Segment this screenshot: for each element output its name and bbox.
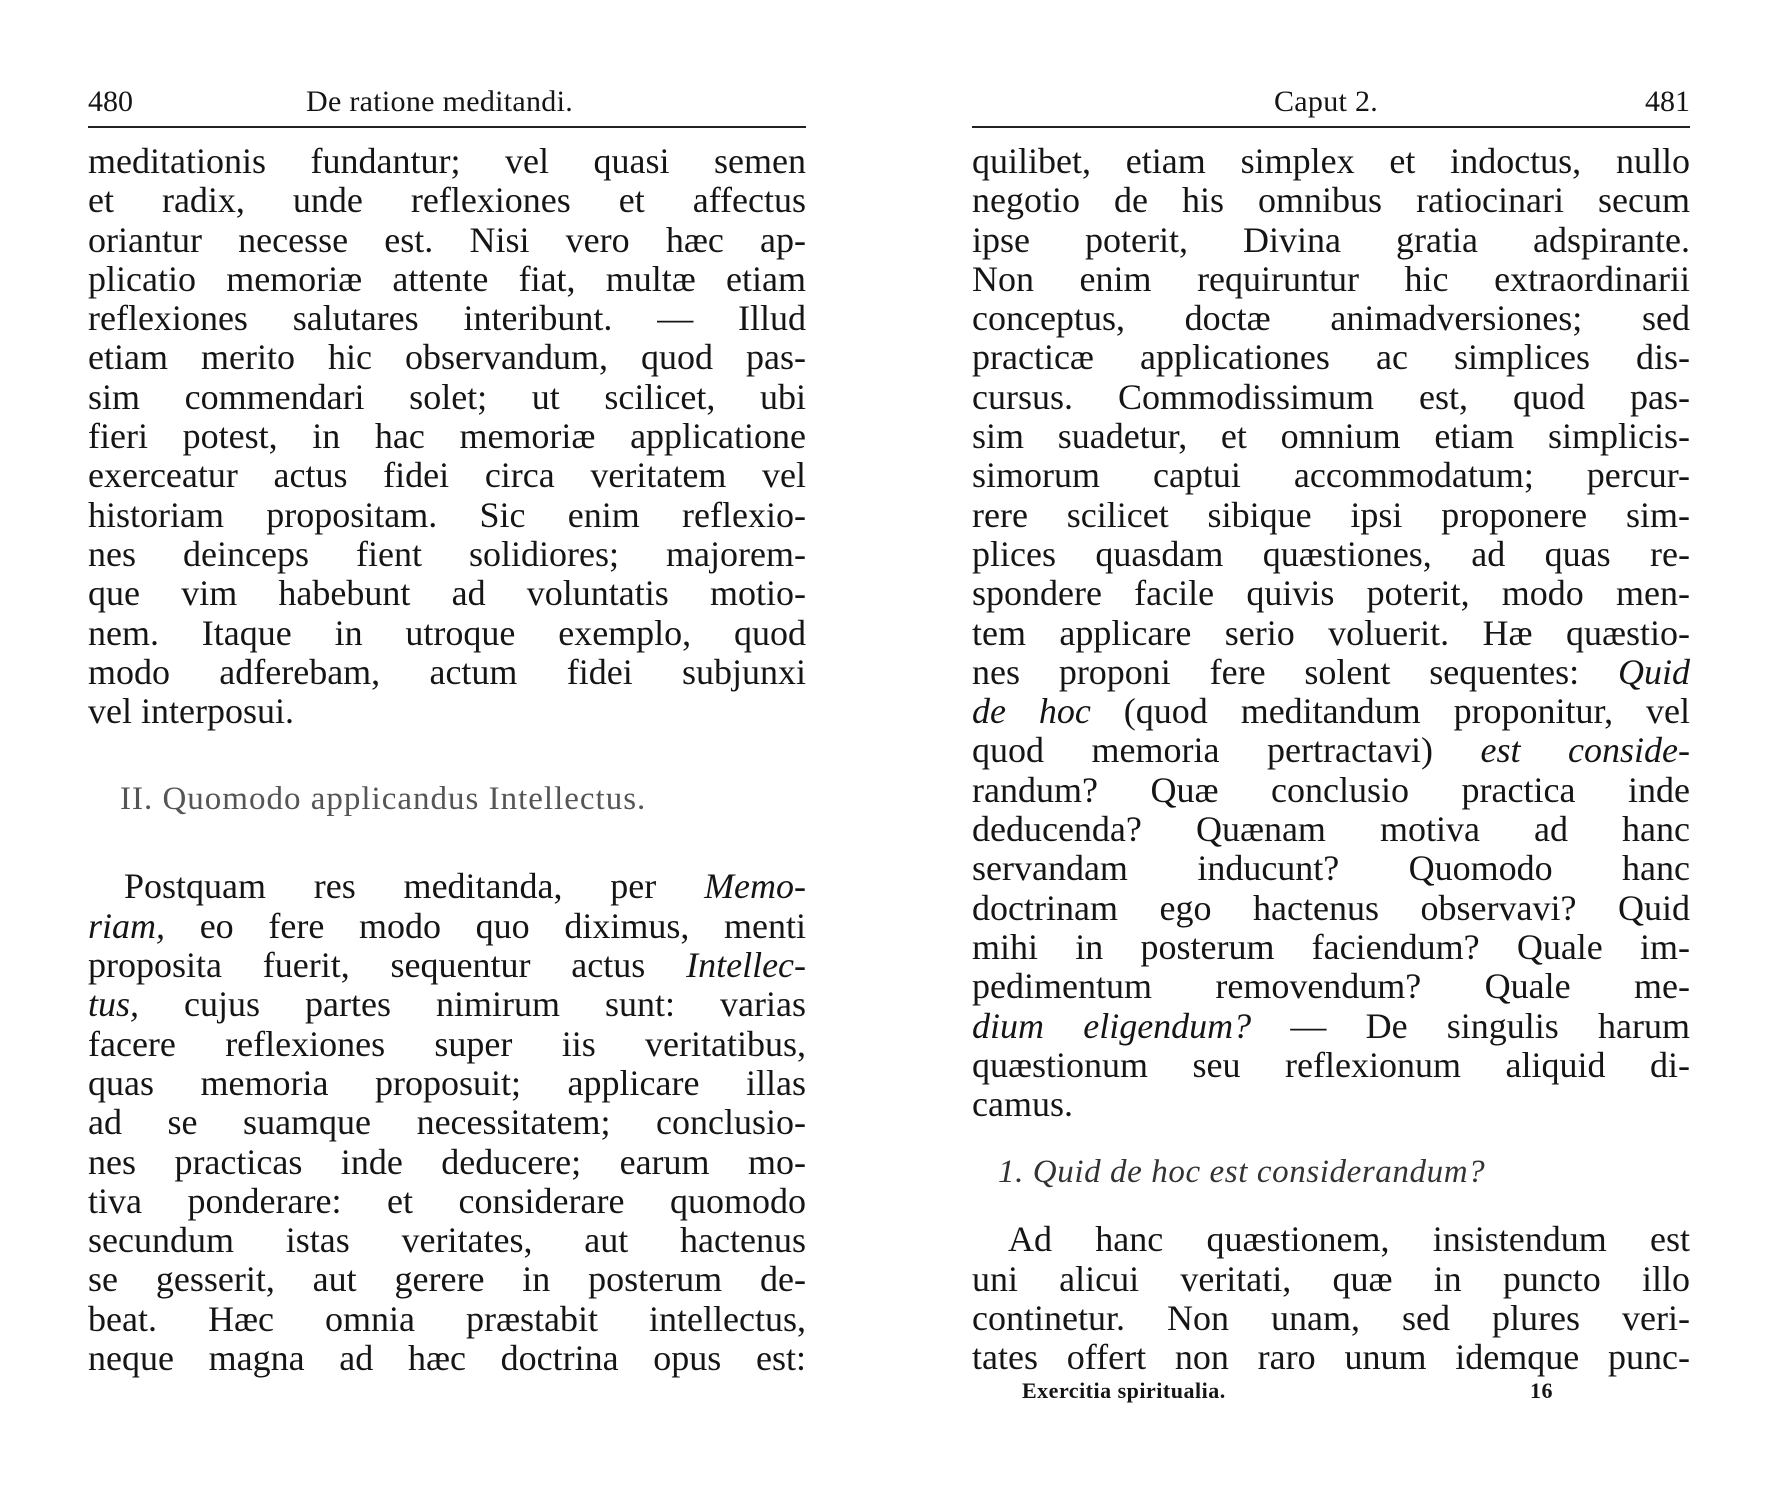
text-line: quod memoria pertractavi) est conside- <box>972 730 1690 771</box>
text-line: de hoc (quod meditandum proponitur, vel <box>972 691 1690 732</box>
page-footer <box>1022 1378 1690 1404</box>
page-number: 480 <box>88 85 133 118</box>
text-line: quilibet, etiam simplex et indoctus, nullo <box>972 141 1690 181</box>
page-body <box>88 142 806 1378</box>
section-heading: 1. Quid de hoc est considerandum? <box>998 1154 1486 1191</box>
text-line: tates offert non raro unum idemque punc- <box>972 1337 1690 1378</box>
text-line: nes practicas inde deducere; earum mo- <box>88 1141 806 1182</box>
text-line: quæstionum seu reflexionum aliquid di- <box>972 1044 1690 1085</box>
text-line: nes deinceps fient solidiores; majorem- <box>88 533 806 574</box>
text-line: continetur. Non unam, sed plures veri- <box>972 1298 1690 1339</box>
text-line: et radix, unde reflexiones et affectus <box>88 180 806 221</box>
text-line: ad se suamque necessitatem; conclusio- <box>88 1102 806 1143</box>
header-rule <box>972 126 1690 128</box>
text-line: sim suadetur, et omnium etiam simplicis- <box>972 416 1690 457</box>
text-line: reflexiones salutares interibunt. — Illud <box>88 298 806 339</box>
text-line: cursus. Commodissimum est, quod pas- <box>972 376 1690 417</box>
signature-mark: 16 <box>1530 1378 1553 1403</box>
text-line: oriantur necesse est. Nisi vero hæc ap- <box>88 219 806 260</box>
text-line: pedimentum removendum? Quale me- <box>972 966 1690 1007</box>
section-heading: II. Quomodo applicandus Intellectus. <box>120 781 647 818</box>
text-line: conceptus, doctæ animadversiones; sed <box>972 298 1690 339</box>
text-line: historiam propositam. Sic enim reflexio- <box>88 494 806 535</box>
text-line: tem applicare serio voluerit. Hæ quæstio- <box>972 612 1690 653</box>
running-head <box>88 82 806 122</box>
text-line: rere scilicet sibique ipsi proponere sim- <box>972 494 1690 535</box>
text-line: spondere facile quivis poterit, modo men- <box>972 573 1690 614</box>
paragraph <box>972 142 1690 1124</box>
text-line: Non enim requiruntur hic extraordinarii <box>972 258 1690 299</box>
text-line: dium eligendum? — De singulis harum <box>972 1005 1690 1046</box>
text-line: Ad hanc quæstionem, insistendum est <box>1008 1219 1690 1260</box>
text-line: doctrinam ego hactenus observavi? Quid <box>972 887 1690 928</box>
text-line: vel interposui. <box>88 691 294 732</box>
text-line: servandam inducunt? Quomodo hanc <box>972 848 1690 889</box>
paragraph <box>88 142 806 731</box>
page-body <box>972 142 1690 1378</box>
paragraph <box>88 867 806 1378</box>
text-line: modo adferebam, actum fidei subjunxi <box>88 651 806 692</box>
running-title: De ratione meditandi. <box>306 85 574 118</box>
footer-title: Exercitia spiritualia. <box>1022 1378 1226 1403</box>
text-line: meditationis fundantur; vel quasi semen <box>88 141 806 181</box>
text-line: tiva ponderare: et considerare quomodo <box>88 1180 806 1221</box>
text-line: plices quasdam quæstiones, ad quas re- <box>972 533 1690 574</box>
text-line: que vim habebunt ad voluntatis motio- <box>88 573 806 614</box>
text-line: fieri potest, in hac memoriæ applicatione <box>88 416 806 457</box>
text-line: proposita fuerit, sequentur actus Intellec- <box>88 945 807 986</box>
text-line: neque magna ad hæc doctrina opus est: <box>88 1338 806 1379</box>
text-line: facere reflexiones super iis veritatibus, <box>88 1023 806 1064</box>
text-line: riam, eo fere modo quo diximus, menti <box>88 905 807 946</box>
text-line: plicatio memoriæ attente fiat, multæ etiam <box>88 258 806 299</box>
text-line: uni alicui veritati, quæ in puncto illo <box>972 1258 1690 1299</box>
text-line: sim commendari solet; ut scilicet, ubi <box>88 376 806 417</box>
text-line: camus. <box>972 1084 1073 1125</box>
text-line: practicæ applicationes ac simplices dis- <box>972 337 1690 378</box>
text-line: etiam merito hic observandum, quod pas- <box>88 337 806 378</box>
text-line: exerceatur actus fidei circa veritatem vel <box>88 455 806 496</box>
text-line: deducenda? Quænam motiva ad hanc <box>972 809 1690 850</box>
text-line: nes proponi fere solent sequentes: Quid <box>972 651 1690 692</box>
text-line: randum? Quæ conclusio practica inde <box>972 769 1690 810</box>
text-line: se gesserit, aut gerere in posterum de- <box>88 1259 806 1300</box>
text-line: mihi in posterum faciendum? Quale im- <box>972 926 1690 967</box>
running-title: Caput 2. <box>1274 85 1379 118</box>
text-line: beat. Hæc omnia præstabit intellectus, <box>88 1298 806 1339</box>
page-number: 481 <box>1645 85 1690 118</box>
text-line: nem. Itaque in utroque exemplo, quod <box>88 612 806 653</box>
text-line: Postquam res meditanda, per Memo- <box>124 866 807 907</box>
text-line: tus, cujus partes nimirum sunt: varias <box>88 984 806 1025</box>
text-line: negotio de his omnibus ratiocinari secum <box>972 180 1690 221</box>
text-line: secundum istas veritates, aut hactenus <box>88 1220 806 1261</box>
text-line: simorum captui accommodatum; percur- <box>972 455 1690 496</box>
header-rule <box>88 126 806 128</box>
text-line: quas memoria proposuit; applicare illas <box>88 1062 806 1103</box>
paragraph <box>972 1220 1690 1377</box>
text-line: ipse poterit, Divina gratia adspirante. <box>972 219 1690 260</box>
running-head <box>972 82 1690 122</box>
